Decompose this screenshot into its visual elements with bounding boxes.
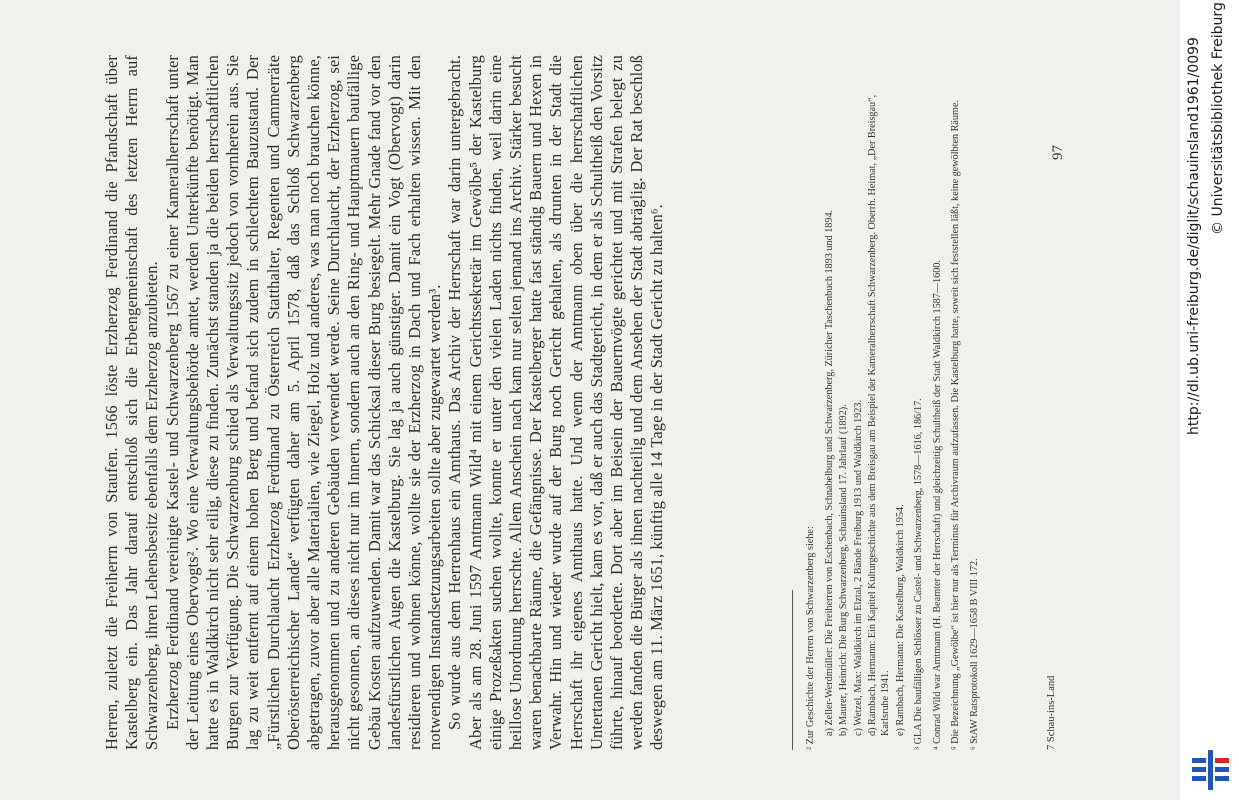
- footnotes: [805, 60, 988, 750]
- paragraph-2: Erzherzog Ferdinand vereinigte Kastel- und Schwarzenberg 1567 zu einer Kameralherrschaft unter der Leitung eines Obervogts². Wo eine Verwaltungsbehörde amtet, werden Unterkünfte benötigt. Man hatte es in Waldkirch nicht sehr eilig, diese zu finden. Zunächst standen ja die beiden herrschaftlichen Burgen zur Verfügung. Die Schwarzenburg schied als Verwaltungssitz jedoch von vornherein aus. Sie lag zu weit entfernt auf einem hohen Berg und befand sich zudem in schlechtem Bauzustand. Der „Fürstlichen Durchlaucht Erzherzog Ferdinand zu Österreich Statthalter, Regenten und Cammerräte Oberösterreichischer Lande“ verfügten daher am 5. April 1578, daß das Schloß Schwarzenberg abgetragen, zuvor aber alle Materialien, wie Ziegel, Holz und anderes, was man noch brauchen könne, herausgenommen und zu anderen Gebäuden verwendet werde. Seine Durchlaucht, der Erzherzog, sei nicht gesonnen, an dieses nicht nur im Innern, sondern auch an den Ring- und Hauptmauern baufällige Gebäu Kosten aufzuwenden. Damit war das Schicksal dieser Burg besiegelt. Mehr Gnade fand vor den landesfürstlichen Augen die Kastelburg. Sie lag ja auch günstiger. Damit ein Vogt (Obervogt) darin residieren und wohnen könne, wollte sie der Erzherzog in Dach und Fach erhalten wissen. Mit den notwendigen Instandsetzungsarbeiten sollte aber zugewartet werden³.: [162, 55, 445, 750]
- copyright-note: © Universitätsbibliothek Freiburg: [1210, 2, 1226, 235]
- footnote-5: ⁵ Die Bezeichnung „Gewölbe“ ist hier nur als Terminus für Archivraum aufzufassen. Die Kastelburg hatte, soweit sich feststellen läßt, keine gewölbten Räume.: [950, 99, 962, 750]
- footnote-4: ⁴ Conrad Wild war Amtmann (H. Beamter der Herrschaft) und gleichzeitig Schultheiß der Stadt Waldkirch 1587—1600.: [931, 260, 943, 750]
- sidebar-text: [1180, 0, 1239, 800]
- footnote-3: ³ GLA Die baufälligen Schlösser zu Castel- und Schwarzenberg, 1578—1616, 186/17.: [913, 398, 925, 750]
- page-number: 97: [1050, 145, 1066, 160]
- footnote-rule: [792, 590, 793, 750]
- signature-mark: 7 Schau-ins-Land: [1046, 675, 1057, 750]
- footnote-2: ² Zur Geschichte der Herren von Schwarzenberg siehe:: [805, 526, 816, 750]
- footnote-2e: e) Rambach, Hermann: Die Kastelburg, Waldkirch 1954.: [894, 504, 906, 736]
- footnote-2a: a) Zeller-Werdmüller: Die Freiherren von Eschenbach, Schnabelburg und Schwarzenberg, Züricher Taschenbuch 1893 und 1894.: [823, 209, 835, 736]
- paragraph-3: So wurde aus dem Herrenhaus ein Amthaus. Das Archiv der Herrschaft war darin untergebracht. Aber als am 28. Juni 1597 Amtmann Wild⁴ mit einem Gerichtssekretär im Gewölbe⁵ der Kastelburg einige Prozeßakten suchen wollte, konnte er unter den vielen Laden nichts finden, weil darin eine heillose Unordnung herrschte. Allem Anschein nach kam nur selten jemand ins Archiv. Stärker besucht waren benachbarte Räume, die Gefängnisse. Der Kastelberger hatte fast ständig Bauern und Hexen in Verwahr. Hin und wieder wurde auf der Burg noch Gericht gehalten, als drunten in der Stadt die Herrschaft ihr eigenes Amthaus hatte. Und wenn der Amtmann oben über die herrschaftlichen Untertanen Gericht hielt, kam es vor, daß er auch das Stadtgericht, in dem er als Schultheiß den Vorsitz führte, hinauf beorderte. Dort aber im Beisein der Bauernvögte gerichtet und mit Strafen belegt zu werden fanden die Bürger als ihnen nachteilig und dem Ansehen der Stadt abträglig. Der Rat beschloß deswegen am 11. März 1651, künftig alle 14 Tage in der Stadt Gericht zu halten⁶.: [445, 55, 667, 750]
- library-logo-icon: [1190, 748, 1232, 792]
- footnote-2b: b) Maurer, Heinrich: Die Burg Schwarzenberg, Schauinsland 17. Jahrlauf (1892).: [838, 404, 850, 736]
- footnote-2d: d) Rambach, Hermann: Ein Kapitel Kulturgeschichte aus dem Breisgau am Beispiel der Kameralherrschaft Schwarzenberg. Oberrh. Heimat, „Der Breisgau“, Karlsruhe 1941.: [867, 94, 891, 736]
- source-url-link[interactable]: http://dl.ub.uni-freiburg.de/diglit/schauinsland1961/0099: [1186, 37, 1202, 435]
- body-text: [102, 55, 668, 750]
- footnote-2c: c) Wetzel, Max: Waldkirch im Elztal, 2 Bände Freiburg 1913 und Waldkirch 1923.: [852, 399, 864, 736]
- paragraph-1: Herren, zuletzt die Freiherrn von Staufen. 1566 löste Erzherzog Ferdinand die Pfandschaft über Kastelberg ein. Das Jahr darauf entschloß sich die Erbengemeinschaft des letzten Herrn auf Schwarzenberg, ihren Lehensbesitz ebenfalls dem Erzherzog anzubieten.: [102, 55, 162, 750]
- repository-sidebar: [1180, 0, 1239, 800]
- footnote-6: ⁶ StAW Ratsprotokoll 1629—1658 B VIII 172.: [968, 558, 980, 750]
